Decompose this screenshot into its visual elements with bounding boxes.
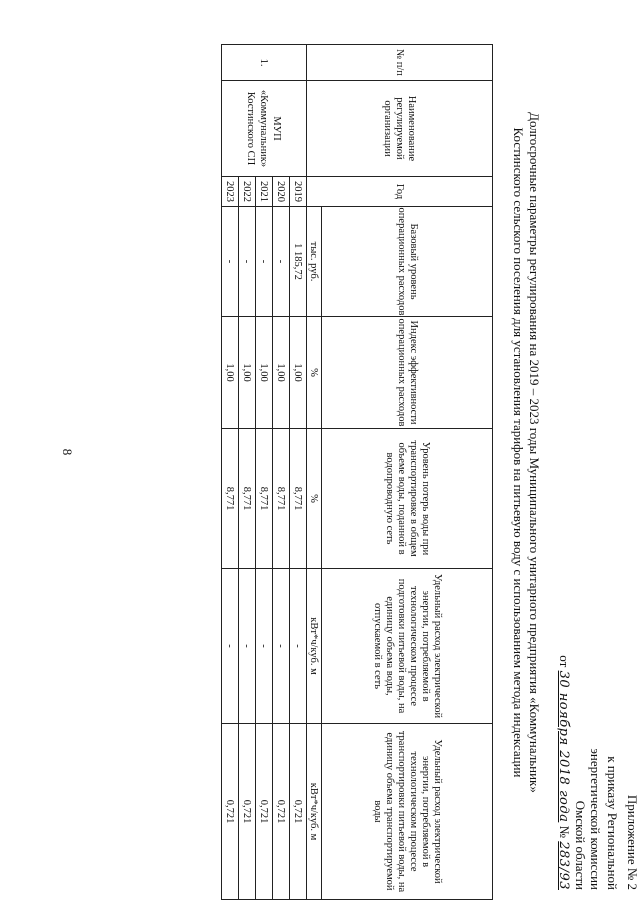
energy-prep-cell: - <box>256 569 273 724</box>
row-number: 1. <box>222 45 307 81</box>
appendix-line-2: к приказу Региональной <box>605 756 620 890</box>
unit-energy-prep: кВт*ч/куб. м <box>307 569 322 724</box>
energy-prep-cell: - <box>273 569 290 724</box>
unit-losses: % <box>307 429 322 569</box>
losses-cell: 8,771 <box>290 429 307 569</box>
efficiency-cell: 1,00 <box>290 317 307 429</box>
page-number: 8 <box>60 448 75 456</box>
date-prefix: от <box>557 655 572 668</box>
year-cell: 2023 <box>222 177 239 207</box>
year-cell: 2021 <box>256 177 273 207</box>
number-label: № <box>557 825 572 838</box>
efficiency-cell: 1,00 <box>273 317 290 429</box>
efficiency-cell: 1,00 <box>239 317 256 429</box>
year-cell: 2022 <box>239 177 256 207</box>
energy-transport-cell: 0,721 <box>290 724 307 900</box>
losses-cell: 8,771 <box>273 429 290 569</box>
header-energy-transport: Удельный расход электрической энергии, потребляемой в технологическом процессе транспортировки питьевой воды, на единицу объема транспортируемой воды <box>322 724 493 900</box>
energy-prep-cell: - <box>222 569 239 724</box>
org-line-1: МУП <box>271 116 283 141</box>
header-losses: Уровень потерь воды при транспортировке в общем объеме воды, поданной в водопроводную сеть <box>322 429 493 569</box>
base-opex-cell: - <box>222 207 239 317</box>
handwritten-number: 283/93 <box>556 841 571 890</box>
base-opex-cell: - <box>273 207 290 317</box>
losses-cell: 8,771 <box>256 429 273 569</box>
unit-base-opex: тыс. руб. <box>307 207 322 317</box>
appendix-line-4: Омской области <box>573 800 588 890</box>
base-opex-cell: - <box>256 207 273 317</box>
header-year: Год <box>307 177 493 207</box>
base-opex-cell: 1 185,72 <box>290 207 307 317</box>
efficiency-cell: 1,00 <box>256 317 273 429</box>
header-org: Наименование регулируемой организации <box>307 81 493 177</box>
appendix-date-line <box>556 655 572 890</box>
header-num: № п/п <box>307 45 493 81</box>
table-row <box>290 45 307 900</box>
unit-energy-transport: кВт*ч/куб. м <box>307 724 322 900</box>
appendix-line-3: энергетической комиссии <box>588 748 603 890</box>
header-efficiency: Индекс эффективности операционных расходов <box>322 317 493 429</box>
energy-transport-cell: 0,721 <box>256 724 273 900</box>
losses-cell: 8,771 <box>239 429 256 569</box>
energy-transport-cell: 0,721 <box>239 724 256 900</box>
organization-cell <box>222 81 307 177</box>
title-line-1: Долгосрочные параметры регулирования на 2019 – 2023 годы Муниципального унитарного предприятия «Коммунальник» <box>527 112 542 793</box>
parameters-table <box>221 44 493 900</box>
energy-transport-cell: 0,721 <box>222 724 239 900</box>
org-line-2: «Коммунальник» <box>258 89 270 168</box>
header-energy-prep: Удельный расход электрической энергии, потребляемой в технологическом процессе подготовки питьевой воды, на единицу объема воды, отпускаемой в сеть <box>322 569 493 724</box>
base-opex-cell: - <box>239 207 256 317</box>
losses-cell: 8,771 <box>222 429 239 569</box>
year-cell: 2020 <box>273 177 290 207</box>
header-base-opex: Базовый уровень операционных расходов <box>322 207 493 317</box>
energy-transport-cell: 0,721 <box>273 724 290 900</box>
handwritten-date: 30 ноября 2018 года <box>556 670 571 823</box>
appendix-line-1: Приложение № 2 <box>625 794 640 890</box>
unit-efficiency: % <box>307 317 322 429</box>
title-line-2: Костинского сельского поселения для установления тарифов на питьевую воду с использованием метода индексации <box>511 127 526 778</box>
energy-prep-cell: - <box>290 569 307 724</box>
year-cell: 2019 <box>290 177 307 207</box>
efficiency-cell: 1,00 <box>222 317 239 429</box>
energy-prep-cell: - <box>239 569 256 724</box>
org-line-3: Костинского СП <box>245 91 257 166</box>
document-title <box>510 0 542 905</box>
